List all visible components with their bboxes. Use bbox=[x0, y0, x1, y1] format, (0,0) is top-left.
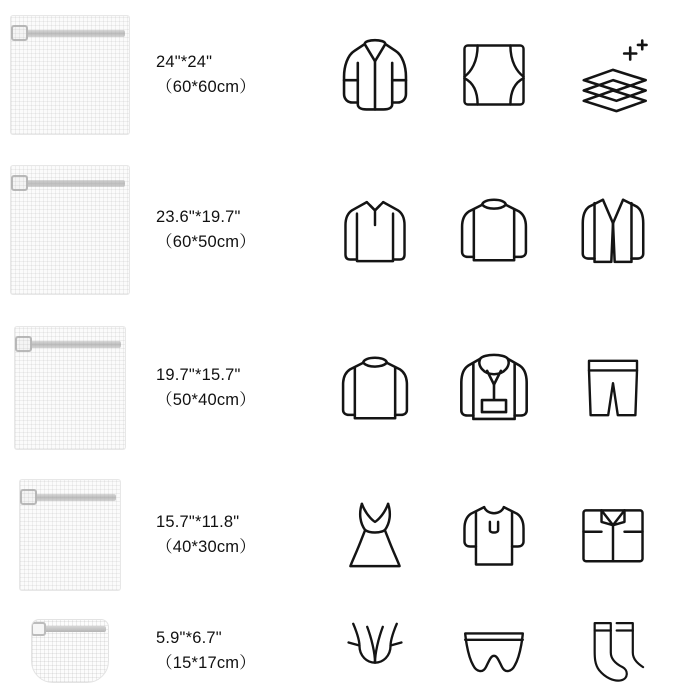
sweater-icon bbox=[439, 184, 549, 276]
icons-cell-2 bbox=[315, 184, 679, 276]
zipper-pull-icon bbox=[11, 25, 28, 41]
bra-icon bbox=[320, 605, 430, 697]
mesh-bag-medium bbox=[14, 326, 126, 450]
size-metric: （50*40cm） bbox=[156, 390, 256, 409]
bedsheet-icon bbox=[439, 29, 549, 121]
bag-cell-3 bbox=[0, 326, 140, 450]
size-metric: （60*50cm） bbox=[156, 233, 256, 251]
zipper-icon bbox=[15, 180, 125, 187]
mesh-bag-small bbox=[19, 479, 121, 591]
size-label-3 bbox=[140, 363, 315, 413]
icons-cell-4 bbox=[315, 489, 679, 581]
polo-shirt-icon bbox=[320, 184, 430, 276]
zipper-pull-icon bbox=[20, 489, 37, 505]
mesh-bag-bra bbox=[31, 619, 109, 683]
mesh-bag-xl bbox=[10, 15, 130, 135]
size-imperial: 19.7"*15.7" bbox=[156, 365, 241, 384]
underwear-icon bbox=[439, 605, 549, 697]
shorts-icon bbox=[558, 342, 668, 434]
bag-cell-2 bbox=[0, 165, 140, 295]
icons-cell-5 bbox=[315, 605, 679, 697]
chart-row-5 bbox=[0, 605, 679, 697]
folded-towels-icon bbox=[558, 29, 668, 121]
size-label-2 bbox=[140, 205, 315, 255]
tshirt-icon bbox=[439, 489, 549, 581]
cardigan-icon bbox=[558, 184, 668, 276]
size-label-1 bbox=[140, 50, 315, 100]
chart-row-2 bbox=[0, 150, 679, 310]
chart-row-1 bbox=[0, 0, 679, 150]
chart-row-4 bbox=[0, 465, 679, 605]
zipper-pull-icon bbox=[15, 336, 32, 352]
hoodie-icon bbox=[439, 342, 549, 434]
bag-cell-1 bbox=[0, 15, 140, 135]
size-imperial: 24"*24" bbox=[156, 53, 213, 71]
zipper-icon bbox=[24, 494, 116, 501]
size-metric: （40*30cm） bbox=[156, 538, 256, 556]
size-label-5 bbox=[140, 626, 315, 676]
jacket-icon bbox=[320, 29, 430, 121]
sweatshirt-icon bbox=[320, 342, 430, 434]
size-label-4 bbox=[140, 510, 315, 560]
zipper-icon bbox=[19, 341, 121, 348]
zipper-icon bbox=[15, 30, 125, 37]
icons-cell-1 bbox=[315, 29, 679, 121]
size-metric: （15*17cm） bbox=[156, 654, 256, 672]
icons-cell-3 bbox=[315, 342, 679, 434]
size-metric: （60*60cm） bbox=[156, 78, 256, 96]
size-imperial: 15.7"*11.8" bbox=[156, 513, 240, 531]
mesh-bag-large bbox=[10, 165, 130, 295]
size-imperial: 23.6"*19.7" bbox=[156, 208, 241, 226]
zipper-pull-icon bbox=[11, 175, 28, 191]
bag-cell-4 bbox=[0, 479, 140, 591]
zipper-pull-icon bbox=[31, 622, 46, 636]
folded-shirt-icon bbox=[558, 489, 668, 581]
dress-icon bbox=[320, 489, 430, 581]
socks-icon bbox=[558, 605, 668, 697]
chart-row-3 bbox=[0, 310, 679, 465]
size-imperial: 5.9"*6.7" bbox=[156, 629, 222, 647]
bag-cell-5 bbox=[0, 619, 140, 683]
